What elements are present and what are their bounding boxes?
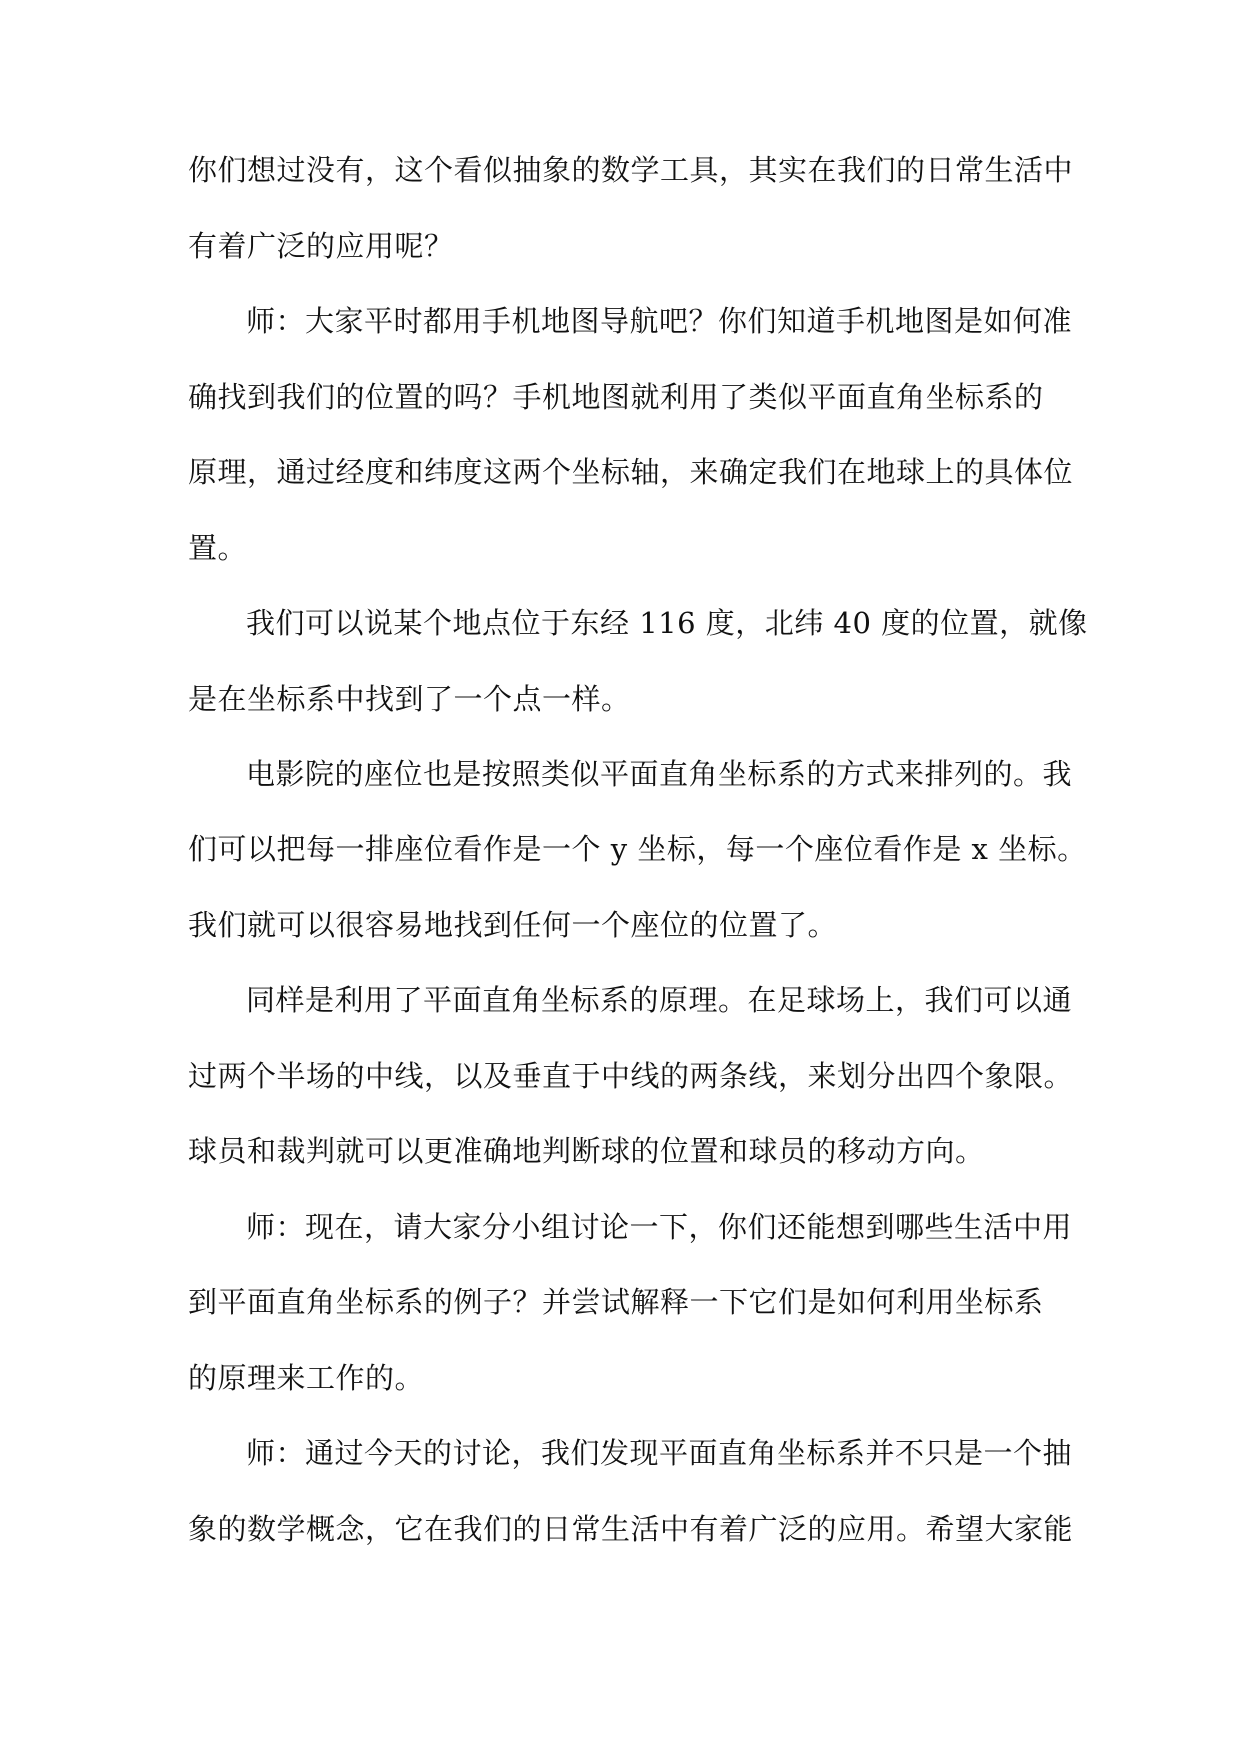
- text-line: 我们可以说某个地点位于东经 116 度，北纬 40 度的位置，就像: [246, 606, 1088, 640]
- text-line: 们可以把每一排座位看作是一个 y 坐标，每一个座位看作是 x 坐标。: [188, 832, 1087, 866]
- text-line: 电影院的座位也是按照类似平面直角坐标系的方式来排列的。我: [246, 757, 1073, 791]
- text-line: 原理，通过经度和纬度这两个坐标轴，来确定我们在地球上的具体位: [188, 455, 1074, 489]
- text-line: 球员和裁判就可以更准确地判断球的位置和球员的移动方向。: [188, 1134, 985, 1168]
- text-line: 有着广泛的应用呢？: [188, 229, 454, 263]
- text-line: 你们想过没有，这个看似抽象的数学工具，其实在我们的日常生活中: [188, 153, 1074, 187]
- text-line: 师：现在，请大家分小组讨论一下，你们还能想到哪些生活中用: [246, 1210, 1073, 1244]
- text-line: 的原理来工作的。: [188, 1361, 425, 1395]
- text-line: 是在坐标系中找到了一个点一样。: [188, 682, 631, 716]
- text-line: 我们就可以很容易地找到任何一个座位的位置了。: [188, 908, 838, 942]
- text-line: 到平面直角坐标系的例子？并尝试解释一下它们是如何利用坐标系: [188, 1285, 1044, 1319]
- text-line: 确找到我们的位置的吗？手机地图就利用了类似平面直角坐标系的: [188, 380, 1044, 414]
- text-line: 同样是利用了平面直角坐标系的原理。在足球场上，我们可以通: [246, 983, 1073, 1017]
- text-line: 象的数学概念，它在我们的日常生活中有着广泛的应用。希望大家能: [188, 1512, 1074, 1546]
- text-line: 置。: [188, 531, 248, 565]
- text-line: 师：通过今天的讨论，我们发现平面直角坐标系并不只是一个抽: [246, 1436, 1073, 1470]
- text-line: 师：大家平时都用手机地图导航吧？你们知道手机地图是如何准: [246, 304, 1073, 338]
- text-line: 过两个半场的中线，以及垂直于中线的两条线，来划分出四个象限。: [188, 1059, 1074, 1093]
